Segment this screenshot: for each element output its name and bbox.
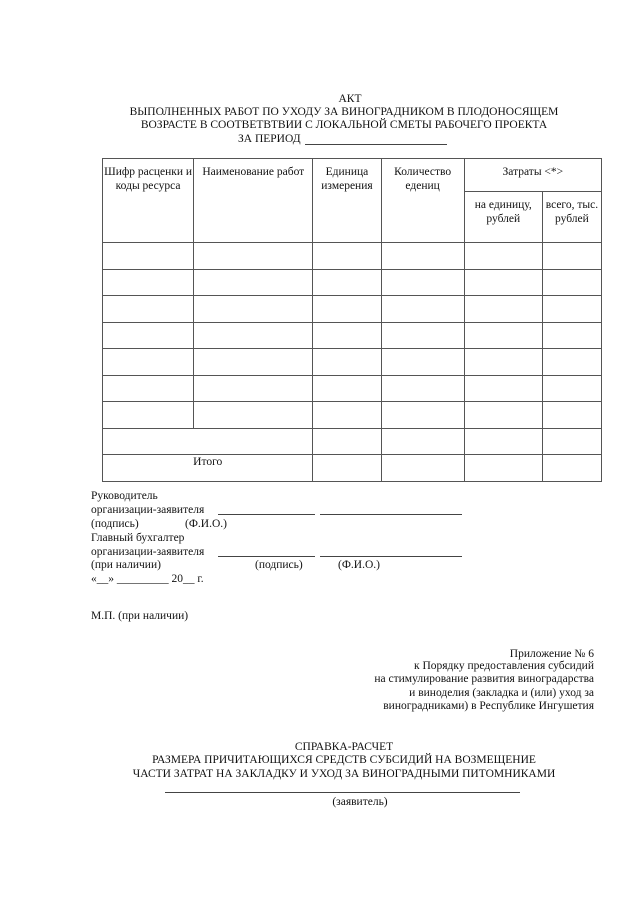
head-sign-caption: (подпись) [91,518,139,530]
table-row [103,296,602,323]
head-name-line [320,514,462,515]
total-label: Итого [103,455,313,482]
accountant-optional-label: (при наличии) [91,559,161,571]
col-header-qty: Количество едениц [381,159,464,243]
calc-title-line2: ЧАСТИ ЗАТРАТ НА ЗАКЛАДКУ И УХОД ЗА ВИНОГРАДНЫМИ ПИТОМНИКАМИ [132,768,556,780]
applicant-field-line [165,792,520,793]
col-header-per-unit: на единицу, рублей [464,192,542,243]
table-row [103,269,602,296]
head-name-caption: (Ф.И.О.) [185,518,227,530]
head-signature-line [218,514,315,515]
col-header-costs: Затраты <*> [464,159,601,192]
head-label: Руководитель [91,490,158,502]
col-header-unit: Единица измерения [313,159,381,243]
calc-title: СПРАВКА-РАСЧЕТ [294,741,394,753]
table-row [103,402,602,429]
applicant-caption: (заявитель) [332,796,388,808]
appendix-line4: и виноделия (закладка и (или) уход за [409,687,594,699]
calc-title-line1: РАЗМЕРА ПРИЧИТАЮЩИХСЯ СРЕДСТВ СУБСИДИЙ НА ВОЗМЕЩЕНИЕ [152,754,536,766]
appendix-line2: к Порядку предоставления субсидий [414,660,594,672]
accountant-name-line [320,556,462,557]
accountant-org-label: организации-заявителя [91,546,205,558]
appendix-title: Приложение № 6 [509,648,594,660]
date-field: «__» _________ 20__ г. [91,573,204,585]
stamp-label: М.П. (при наличии) [91,610,189,622]
accountant-signature-line [218,556,315,557]
total-row [103,455,602,482]
accountant-name-caption: (Ф.И.О.) [338,559,380,571]
table-row [103,322,602,349]
accountant-sign-caption: (подпись) [255,559,303,571]
appendix-line3: на стимулирование развития виноградарства [374,673,594,685]
period-field-line [305,144,447,145]
table-row [103,428,602,455]
table-row [103,349,602,376]
appendix-line5: виноградниками) в Республике Ингушетия [383,700,594,712]
col-header-code: Шифр расценки и коды ресурса [103,159,194,243]
col-header-name: Наименование работ [194,159,313,243]
works-table [102,158,602,482]
act-title-line1: ВЫПОЛНЕННЫХ РАБОТ ПО УХОДУ ЗА ВИНОГРАДНИКОМ В ПЛОДОНОСЯЩЕМ [129,106,559,118]
table-row [103,243,602,270]
act-title-line2: ВОЗРАСТЕ В СООТВЕТВТВИИ С ЛОКАЛЬНОЙ СМЕТЫ РАБОЧЕГО ПРОЕКТА [140,119,548,131]
act-title: АКТ [338,93,362,105]
period-label: ЗА ПЕРИОД [238,133,301,145]
col-header-total: всего, тыс. рублей [542,192,601,243]
accountant-label: Главный бухгалтер [91,532,185,544]
table-row [103,375,602,402]
head-org-label: организации-заявителя [91,504,205,516]
